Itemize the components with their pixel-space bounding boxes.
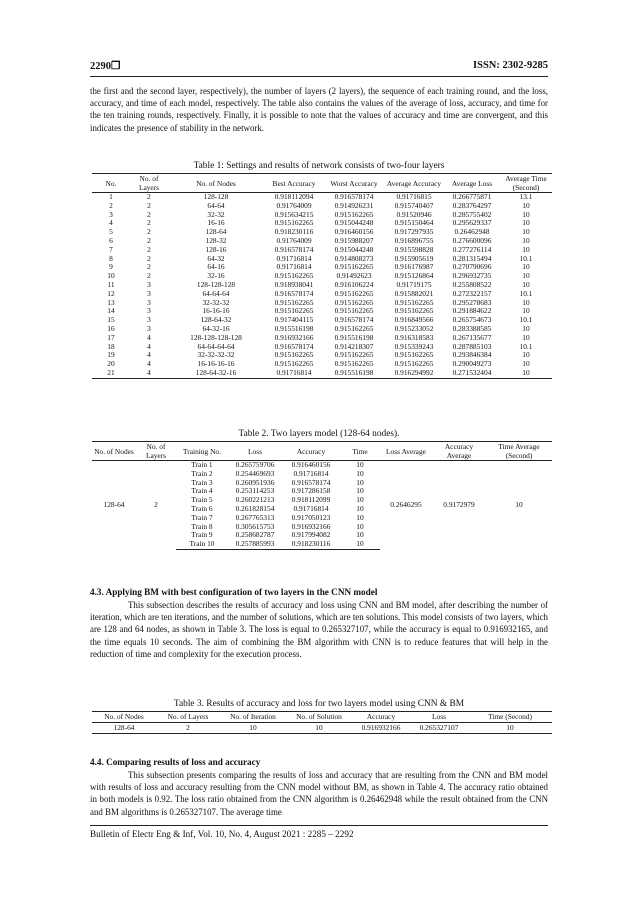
- table1-cell: 18: [107, 341, 115, 351]
- table1-cell: 10: [522, 244, 530, 254]
- table1-cell: 2: [147, 200, 151, 210]
- table1-cell: 3: [147, 297, 151, 307]
- table1-cell: 128-128-128-128: [190, 332, 242, 342]
- table2-cell: 0.91716814: [293, 503, 329, 513]
- table1-cell: 128-128-128: [196, 279, 236, 289]
- table1-cell: 0.267135677: [452, 332, 492, 342]
- table1-cell: 0.915126864: [394, 271, 434, 281]
- table2-layers-cell: 2: [154, 499, 158, 509]
- table1-header-cell: No.: [92, 174, 130, 193]
- table2-cell: 10: [356, 503, 364, 513]
- table3-row: [92, 722, 552, 733]
- table2-cell: Train 5: [191, 495, 213, 505]
- table1-cell: 32-32: [207, 209, 225, 219]
- table1-cell: 10: [522, 235, 530, 245]
- table1-cell: 0.916578174: [334, 315, 374, 325]
- table2-header-cell: Loss: [228, 442, 282, 461]
- table1-cell: 14: [107, 306, 115, 316]
- table1-cell: 0.915162265: [334, 209, 374, 219]
- table1-cell: 10: [522, 323, 530, 333]
- table1-cell: 16-16: [207, 218, 225, 228]
- table1-cell: 13: [107, 297, 115, 307]
- table1-cell: 128-128: [203, 192, 229, 201]
- table1-cell: 0.916578174: [274, 244, 314, 254]
- table1-cell: 0.915162265: [334, 323, 374, 333]
- table1-cell: 0.918230116: [274, 227, 314, 237]
- table1-header-cell: No. of Nodes: [168, 174, 264, 193]
- table1-cell: 0.917297935: [394, 227, 434, 237]
- table2-cell: Train 6: [191, 503, 213, 513]
- table1-cell: 13.1: [519, 192, 533, 201]
- table1-header-cell: No. of Layers: [130, 174, 168, 193]
- table2-cell: 10: [356, 468, 364, 478]
- table1-cell: 0.915162265: [334, 350, 374, 360]
- table1-cell: 10: [522, 262, 530, 272]
- table3-cell: 10: [220, 722, 286, 733]
- table1-cell: 3: [147, 288, 151, 298]
- table1-cell: 3: [147, 315, 151, 325]
- table1-cell: 0.265754673: [452, 315, 492, 325]
- table1-cell: 0.916294992: [384, 369, 444, 378]
- table1-cell: 128-64: [205, 227, 227, 237]
- table3-caption: Table 3. Results of accuracy and loss for two layers model using CNN & BM: [173, 699, 465, 709]
- table1-cell: 2: [147, 209, 151, 219]
- table1-cell: 0.285755402: [452, 209, 492, 219]
- table3-header-cell: No. of Solution: [286, 712, 352, 723]
- table2-cell: 0.917994082: [291, 530, 331, 540]
- table1-cell: 6: [109, 235, 113, 245]
- table1-cell: 0.91520946: [396, 209, 432, 219]
- table1-cell: 4: [147, 332, 151, 342]
- table1-cell: 0.915162265: [274, 297, 314, 307]
- table3-header-cell: Loss: [410, 712, 468, 723]
- table1-cell: 0.916578174: [334, 192, 374, 201]
- table3-cell: 0.916932166: [352, 722, 410, 733]
- table2-cell: 0.258682787: [235, 530, 275, 540]
- table1-cell: 12: [107, 288, 115, 298]
- table3-cell: 0.265327107: [410, 722, 468, 733]
- table1-cell: 0.914808273: [334, 253, 374, 263]
- table1-cell: 2: [147, 235, 151, 245]
- table1-cell: 0.918112094: [274, 192, 314, 201]
- section-4-3-heading: 4.3. Applying BM with best configuration of two layers in the CNN model: [90, 587, 378, 597]
- table1-cell: 64-64: [207, 200, 225, 210]
- table2-cell: 0.265759706: [235, 460, 275, 469]
- table1-cell: 0.283764297: [452, 200, 492, 210]
- table1-cell: 0.915044248: [334, 218, 374, 228]
- table2-cell: 0.917286158: [291, 486, 331, 496]
- table1-cell: 10: [522, 306, 530, 316]
- table2-cell: 0.260951936: [235, 477, 275, 487]
- table1-cell: 32-32-32: [202, 297, 230, 307]
- table2-cell: Train 10: [176, 540, 228, 549]
- table1-cell: 10.1: [519, 315, 533, 325]
- table1-cell: 0.295278683: [452, 297, 492, 307]
- table2-header-cell: No. of Nodes: [92, 442, 136, 461]
- table1-cell: 0.915598828: [394, 244, 434, 254]
- table1-header-cell: Best Accuracy: [264, 174, 324, 193]
- table1-cell: 0.270790696: [452, 262, 492, 272]
- table1-cell: 2: [147, 244, 151, 254]
- table1-cell: 0.918938041: [274, 279, 314, 289]
- table1-cell: 10: [522, 297, 530, 307]
- table1-cell: 5: [109, 227, 113, 237]
- table2-header-cell: Time: [340, 442, 380, 461]
- table1-cell: 0.915162265: [334, 288, 374, 298]
- table1-cell: 0.276600096: [452, 235, 492, 245]
- table1-header-row: [92, 174, 552, 193]
- table1-cell: 0.915162265: [334, 306, 374, 316]
- table3-cell: 128-64: [92, 722, 156, 733]
- table3-header-cell: No. of Nodes: [92, 712, 156, 723]
- table1-cell: 0.91764009: [276, 200, 312, 210]
- table1-cell: 0.91764009: [276, 235, 312, 245]
- table1-cell: 10: [522, 359, 530, 369]
- table1-cell: 16-16-16: [202, 306, 230, 316]
- table1-cell: 17: [107, 332, 115, 342]
- table1-cell: 64-64-64: [202, 288, 230, 298]
- table1-cell: 0.915162265: [274, 350, 314, 360]
- table1-header-cell: Worst Accuracy: [324, 174, 384, 193]
- table1-cell: 0.916460156: [334, 227, 374, 237]
- table1-cell: 10: [522, 271, 530, 281]
- table2-cell: 0.91716814: [293, 468, 329, 478]
- table2-cell: Train 8: [191, 521, 213, 531]
- table1-cell: 0.915516198: [334, 332, 374, 342]
- table1-cell: 19: [107, 350, 115, 360]
- table2-header-cell: No. of Layers: [136, 442, 176, 461]
- table1-cell: 3: [109, 209, 113, 219]
- table2-header-cell: Time Average (Second): [486, 442, 552, 461]
- page-number: 2290❒: [90, 61, 121, 72]
- table1: [92, 173, 552, 379]
- table1-cell: 10: [500, 369, 552, 378]
- table2-header-cell: Training No.: [176, 442, 228, 461]
- table1-cell: 2: [147, 262, 151, 272]
- table1-body: [92, 193, 552, 379]
- table2-cell: 0.253114253: [235, 486, 275, 496]
- table1-cell: 15: [107, 315, 115, 325]
- table2-cell: Train 1: [191, 460, 213, 469]
- footer-rule: [90, 825, 548, 826]
- table1-cell: 0.915516198: [274, 323, 314, 333]
- table1-cell: 0.287885103: [452, 341, 492, 351]
- table1-cell: 0.915988207: [334, 235, 374, 245]
- table1-cell: 0.914218307: [334, 341, 374, 351]
- table1-cell: 0.283388585: [452, 323, 492, 333]
- table1-cell: 0.915162265: [274, 271, 314, 281]
- table1-cell: 2: [147, 271, 151, 281]
- section-4-3-body: This subsection describes the results of accuracy and loss using CNN and BM model, after describing the number of iteration, which are ten iterations, and the number of solutions, which are ten solutions. This model consists of two layers, which are 128 and 64 nodes, as shown in Table 3. The loss is equal to 0.265327107, while the accuracy is equal to 0.916932165, and the time equals 10 seconds. The aim of combining the BM algorithm with CNN is to reduce features that will help in the reduction of time and complexity for the execution process.: [90, 600, 548, 659]
- table1-cell: 0.915634215: [274, 209, 314, 219]
- table1-cell: 0.26462948: [454, 227, 490, 237]
- table1-cell: 4: [130, 369, 168, 378]
- table1-cell: 10: [522, 209, 530, 219]
- table1-cell: 1: [109, 192, 113, 201]
- table1-cell: 32-16: [207, 271, 225, 281]
- table1-cell: 0.914926231: [334, 200, 374, 210]
- table1-cell: 0.916106224: [334, 279, 374, 289]
- table2-cell: Train 3: [191, 477, 213, 487]
- table1-header-cell: Average Time (Second): [500, 174, 552, 193]
- table2-nodes-cell: 128-64: [103, 499, 125, 509]
- table1-cell: 0.91716815: [396, 192, 432, 201]
- table3-cell: 2: [156, 722, 220, 733]
- table3-header-cell: Time (Second): [468, 712, 552, 723]
- table2-cell: 10: [356, 512, 364, 522]
- table1-cell: 0.91719175: [396, 279, 432, 289]
- table2-cell: 10: [356, 460, 364, 469]
- table1-cell: 0.916896755: [394, 235, 434, 245]
- table1-cell: 0.916318583: [394, 332, 434, 342]
- table2-cell: 10: [356, 495, 364, 505]
- table1-cell: 0.915162265: [394, 297, 434, 307]
- table1-cell: 0.91492623: [336, 271, 372, 281]
- table1-cell: 32-32-32-32: [197, 350, 235, 360]
- table1-cell: 0.915882021: [394, 288, 434, 298]
- table1-cell: 2: [109, 200, 113, 210]
- table2-cell: 0.305615753: [235, 521, 275, 531]
- table2-cell: 0.918112099: [291, 495, 331, 505]
- table1-cell: 21: [92, 369, 130, 378]
- table1-cell: 0.271532404: [444, 369, 500, 378]
- table2-header-row: [92, 442, 552, 461]
- table3-cell: 10: [286, 722, 352, 733]
- table1-cell: 10: [522, 332, 530, 342]
- table2-header-cell: Loss Average: [380, 442, 432, 461]
- table1-cell: 10: [522, 350, 530, 360]
- table1-cell: 0.915740407: [394, 200, 434, 210]
- table1-cell: 0.91716814: [276, 262, 312, 272]
- table1-cell: 3: [147, 323, 151, 333]
- table1-cell: 4: [147, 359, 151, 369]
- table1-cell: 10: [107, 271, 115, 281]
- table1-cell: 0.915162265: [274, 306, 314, 316]
- table1-cell: 2: [147, 253, 151, 263]
- table1-cell: 16-16-16-16: [197, 359, 235, 369]
- table2-cell: 0.267765313: [235, 512, 275, 522]
- table2-cell: 0.916578174: [291, 477, 331, 487]
- table1-cell: 7: [109, 244, 113, 254]
- table1-cell: 10.1: [519, 341, 533, 351]
- table1-cell: 128-32: [205, 235, 227, 245]
- table1-cell: 64-64-64-64: [197, 341, 235, 351]
- table2-cell: 0.254469693: [235, 468, 275, 478]
- section-4-4-heading: 4.4. Comparing results of loss and accuracy: [90, 757, 261, 767]
- table-row: [92, 369, 552, 378]
- table2-header-cell: Accuracy: [282, 442, 340, 461]
- table1-header-cell: Average Accuracy: [384, 174, 444, 193]
- table1-cell: 3: [147, 279, 151, 289]
- table2-cell: 10: [356, 521, 364, 531]
- table1-cell: 0.255808522: [452, 279, 492, 289]
- table1-cell: 16: [107, 323, 115, 333]
- table1-cell: 0.916849566: [394, 315, 434, 325]
- table3-header-row: [92, 712, 552, 723]
- table1-cell: 0.916176987: [394, 262, 434, 272]
- table1-cell: 4: [147, 341, 151, 351]
- table1-cell: 0.915339243: [394, 341, 434, 351]
- table3-header-cell: Accuracy: [352, 712, 410, 723]
- table1-cell: 0.915516198: [324, 369, 384, 378]
- table1-cell: 10: [522, 227, 530, 237]
- table1-cell: 0.91716814: [276, 253, 312, 263]
- footer-citation: Bulletin of Electr Eng & Inf, Vol. 10, No. 4, August 2021 : 2285 – 2292: [90, 829, 354, 839]
- table2-cell: Train 4: [191, 486, 213, 496]
- table1-cell: 4: [109, 218, 113, 228]
- table1-cell: 2: [147, 218, 151, 228]
- table1-cell: 64-32: [207, 253, 225, 263]
- intro-paragraph: the first and the second layer, respectively), the number of layers (2 layers), the sequence of each training round, and the loss, accuracy, and time of each model, respectively. The table also contains the values of the average of loss, accuracy, and time for the ten training rounds, respectively. Finally, it is possible to note that the values of accuracy and time are convergent, and this indicates the presence of stability in the network.: [90, 86, 548, 133]
- table2-cell: 10: [356, 530, 364, 540]
- table1-cell: 0.916932166: [274, 332, 314, 342]
- table1-cell: 0.91716814: [264, 369, 324, 378]
- table1-cell: 128-64-32: [200, 315, 232, 325]
- table2-cell: 0.916460156: [291, 460, 331, 469]
- table1-cell: 0.296932735: [452, 271, 492, 281]
- table2-cell: 10: [356, 477, 364, 487]
- table1-cell: 10.1: [519, 253, 533, 263]
- table1-caption: Table 1: Settings and results of network consists of two-four layers: [193, 161, 445, 171]
- issn: ISSN: 2302-9285: [473, 60, 548, 71]
- table1-cell: 0.272322157: [452, 288, 492, 298]
- table2-cell: Train 2: [191, 468, 213, 478]
- table1-cell: 0.915162265: [394, 359, 434, 369]
- header-rule: [90, 76, 548, 77]
- table1-cell: 9: [109, 262, 113, 272]
- table1-cell: 128-16: [205, 244, 227, 254]
- table1-cell: 0.915162265: [394, 350, 434, 360]
- table1-cell: 0.295629337: [452, 218, 492, 228]
- table2-cell: Train 7: [191, 512, 213, 522]
- table1-cell: 11: [107, 279, 115, 289]
- table1-cell: 0.915162265: [274, 359, 314, 369]
- table1-cell: 10: [522, 200, 530, 210]
- table1-cell: 2: [147, 192, 151, 201]
- table1-cell: 0.916578174: [274, 341, 314, 351]
- table1-cell: 0.293846384: [452, 350, 492, 360]
- table2-caption: Table 2. Two layers model (128-64 nodes).: [238, 429, 400, 439]
- table1-cell: 0.290049273: [452, 359, 492, 369]
- table1-cell: 64-32-16: [202, 323, 230, 333]
- table1-cell: 8: [109, 253, 113, 263]
- table2-time-average: 10: [515, 499, 523, 509]
- table2-cell: 0.918230116: [282, 540, 340, 549]
- table1-cell: 0.916578174: [274, 288, 314, 298]
- table1-cell: 20: [107, 359, 115, 369]
- table2-cell: 0.917050123: [291, 512, 331, 522]
- table2-accuracy-average: 0.9172979: [443, 499, 475, 509]
- table1-cell: 0.915233052: [394, 323, 434, 333]
- table1-cell: 0.266775871: [452, 192, 492, 201]
- table1-cell: 0.915162265: [334, 359, 374, 369]
- table2-cell: 0.261828154: [235, 503, 275, 513]
- table1-cell: 10.1: [519, 288, 533, 298]
- table1-cell: 10: [522, 218, 530, 228]
- table3-header-cell: No. of Layers: [156, 712, 220, 723]
- table1-cell: 0.915905619: [394, 253, 434, 263]
- table1-cell: 0.915044248: [334, 244, 374, 254]
- table1-cell: 0.917404115: [274, 315, 314, 325]
- table2-cell: 10: [356, 486, 364, 496]
- page-mark: ❒: [111, 61, 121, 72]
- table1-cell: 0.915162265: [334, 262, 374, 272]
- table1-cell: 0.281315494: [452, 253, 492, 263]
- table2-cell: 10: [340, 540, 380, 549]
- table1-cell: 0.291884622: [452, 306, 492, 316]
- table1-cell: 0.915162265: [334, 297, 374, 307]
- table1-cell: 0.277276114: [452, 244, 492, 254]
- table3: [92, 711, 552, 734]
- table1-cell: 0.915162265: [274, 218, 314, 228]
- table1-header-cell: Average Loss: [444, 174, 500, 193]
- table2-loss-average: 0.2646295: [390, 499, 422, 509]
- table1-cell: 2: [147, 227, 151, 237]
- table1-cell: 4: [147, 350, 151, 360]
- table2-header-cell: Accuracy Average: [432, 442, 486, 461]
- table1-cell: 64-16: [207, 262, 225, 272]
- table2: [92, 441, 552, 550]
- table3-header-cell: No. of Iteration: [220, 712, 286, 723]
- table2-cell: 0.260221213: [235, 495, 275, 505]
- table1-cell: 0.915162265: [394, 306, 434, 316]
- table2-cell: Train 9: [191, 530, 213, 540]
- table2-cell: 0.916932166: [291, 521, 331, 531]
- table2-body: [92, 461, 552, 550]
- table1-cell: 3: [147, 306, 151, 316]
- table1-cell: 0.915150464: [394, 218, 434, 228]
- table3-cell: 10: [468, 722, 552, 733]
- table1-cell: 128-64-32-16: [168, 369, 264, 378]
- table2-cell: 0.257885993: [228, 540, 282, 549]
- table1-cell: 10: [522, 279, 530, 289]
- section-4-4-body: This subsection presents comparing the results of loss and accuracy that are resulting from the CNN and BM model with results of loss and accuracy resulting from the CNN model without BM, as shown in Table 4. The accuracy ratio obtained in both models is 0.92. The loss ratio obtained from the CNN algorithm is 0.26462948 while the result obtained from the CNN and BM algorithms is 0.265327107. The average time: [90, 770, 548, 817]
